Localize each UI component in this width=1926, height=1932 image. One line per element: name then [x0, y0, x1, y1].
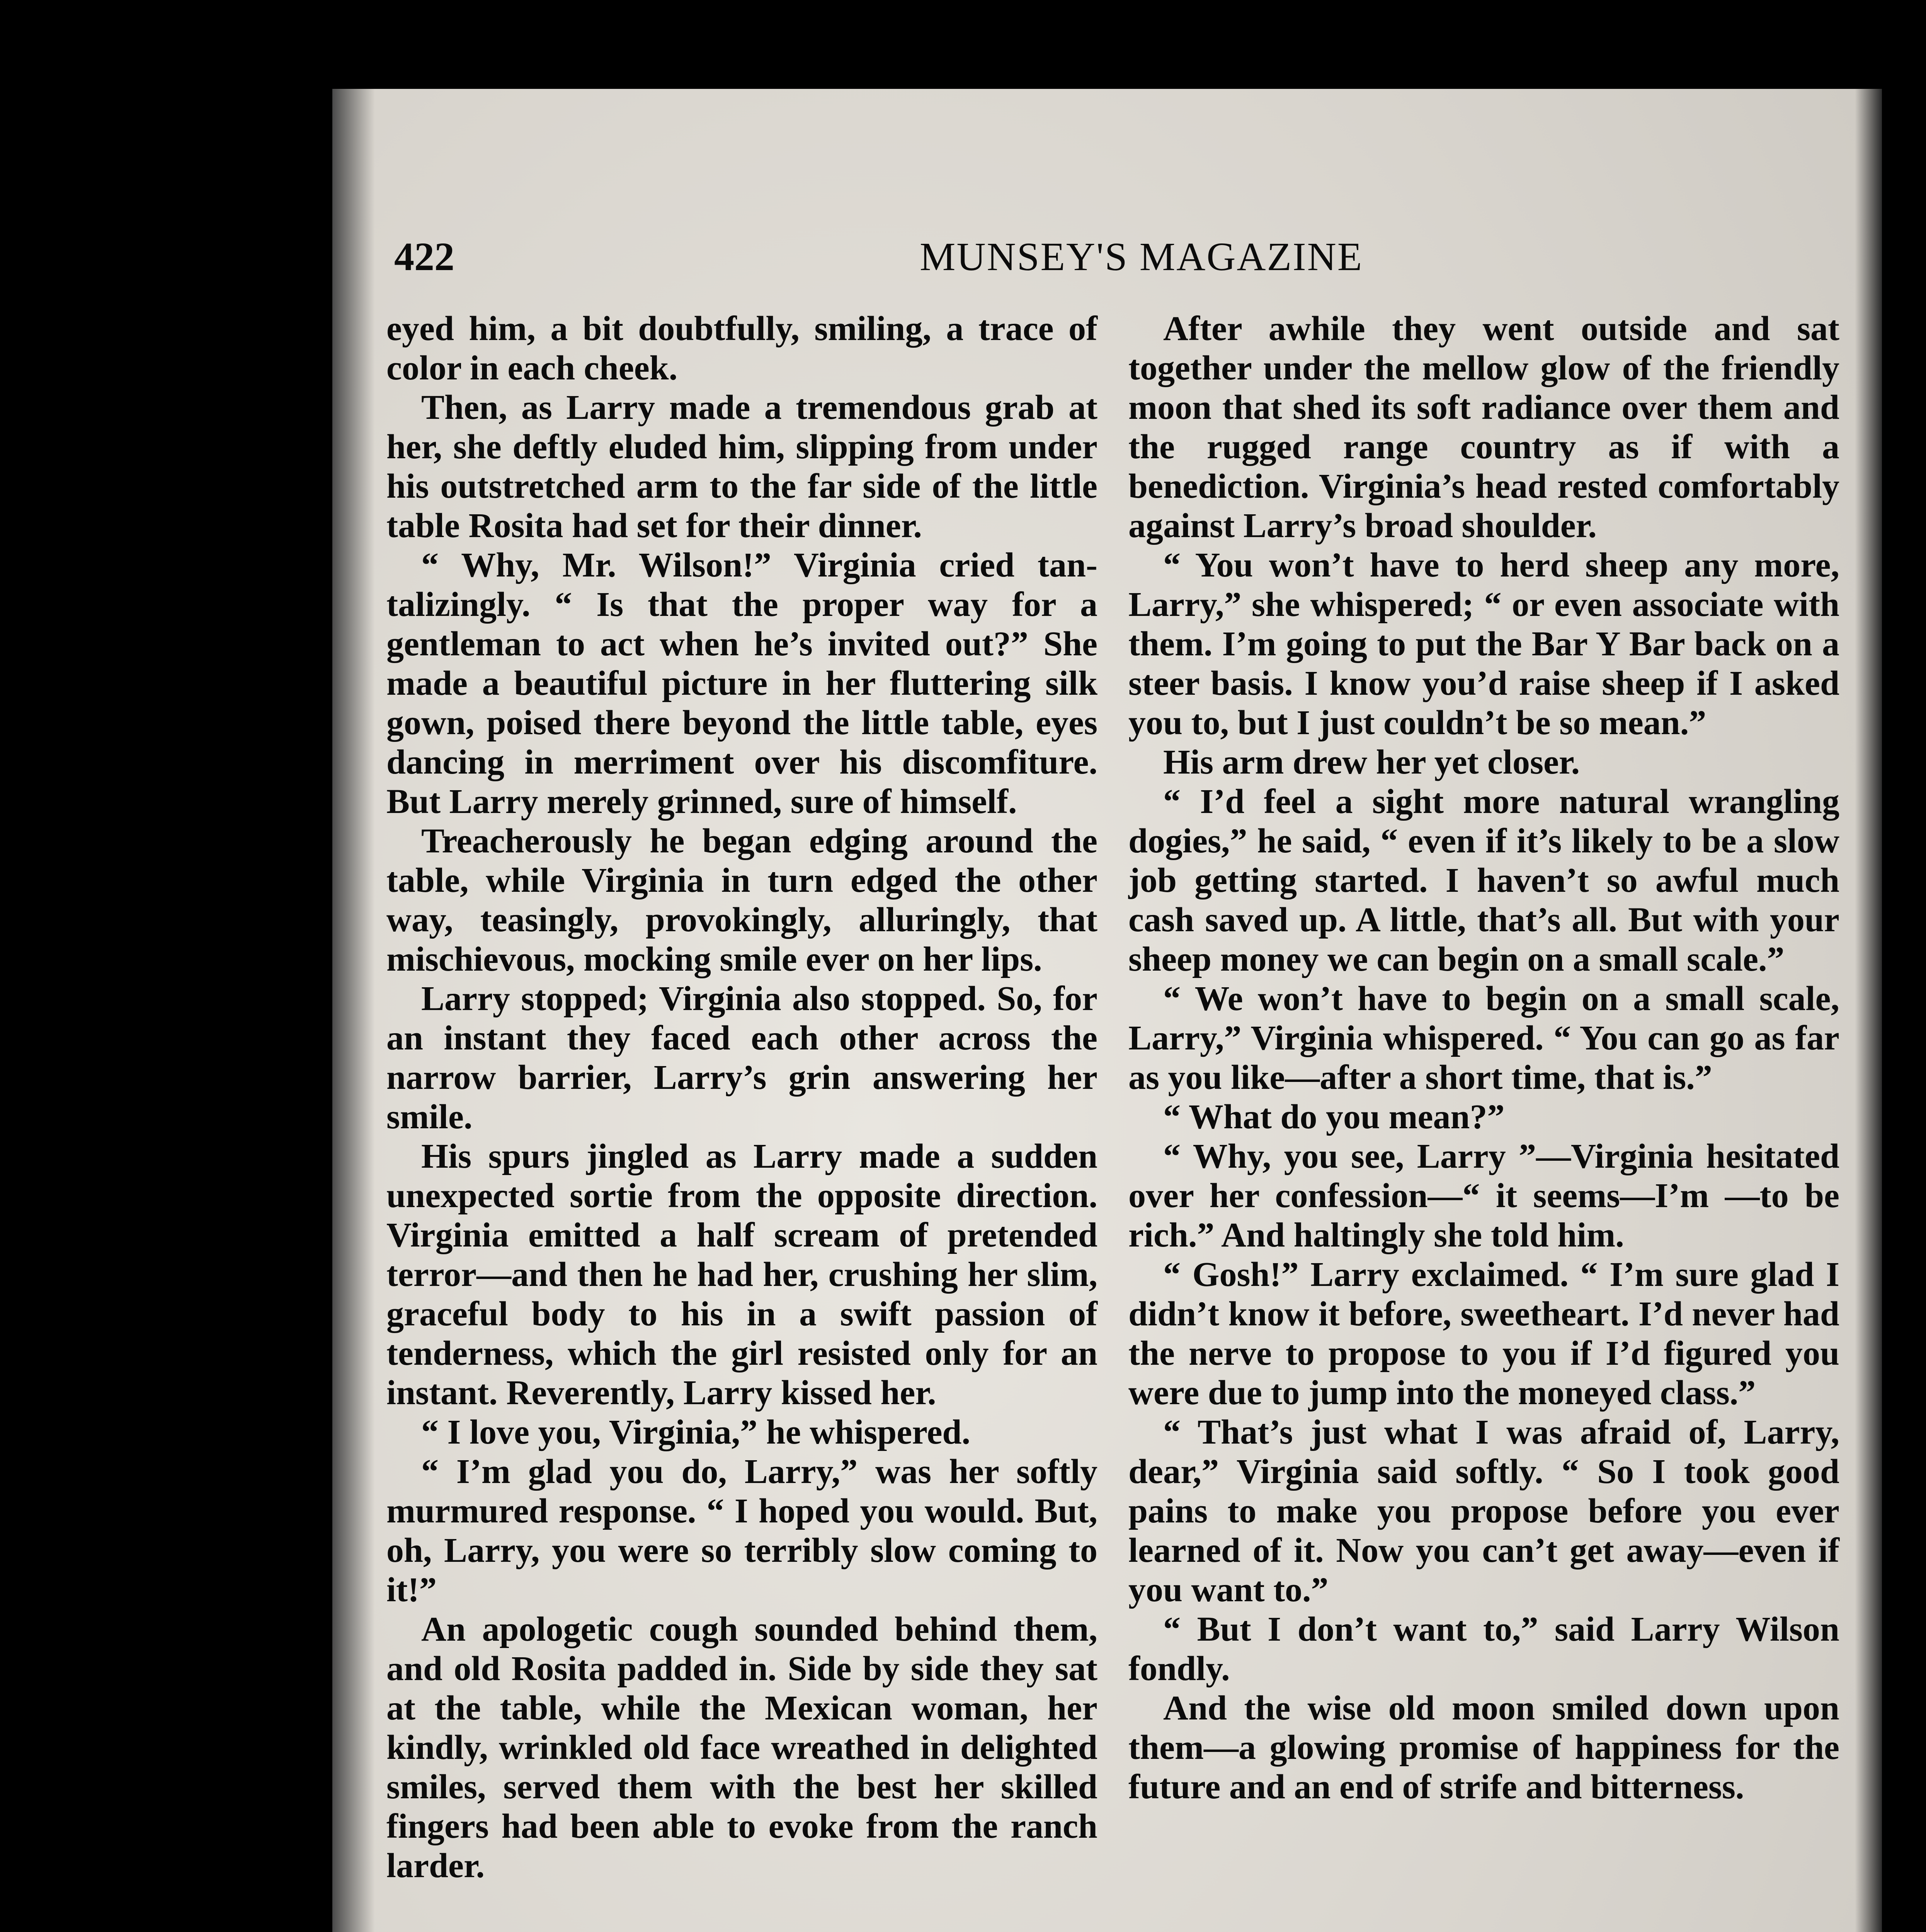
story-paragraph: After awhile they went outside and sat together under the mellow glow of the friendly moon that shed its soft radiance over them and the rugged range country as if with a benediction. Virginia’s head rested comfortably against Larry’s broad shoulder. [1128, 310, 1839, 545]
story-paragraph: “ But I don’t want to,” said Larry Wilson fondly. [1128, 1610, 1839, 1688]
story-paragraph: “ Why, Mr. Wilson!” Virginia cried tantalizingly. “ Is that the proper way for a gentleman to act when he’s invited out?” She made a beautiful picture in her fluttering silk gown, poised there beyond the little table, eyes dancing in merriment over his discomfiture. But Larry merely grinned, sure of himself. [386, 546, 1097, 821]
story-paragraph: An apologetic cough sounded behind them, and old Rosita padded in. Side by side they sat at the table, while the Mexican woman, her kindly, wrinkled old face wreathed in delighted smiles, served them with the best her skilled fingers had been able to evoke from the ranch larder. [386, 1610, 1097, 1885]
story-paragraph: “ I’m glad you do, Larry,” was her softly murmured response. “ I hoped you would. But, oh, Larry, you were so terribly slow coming to it!” [386, 1452, 1097, 1609]
magazine-title: MUNSEY'S MAGAZINE [920, 235, 1363, 279]
story-paragraph: “ Why, you see, Larry ”—Virginia hesitated over her confession—“ it seems—I’m —to be rich.” And haltingly she told him. [1128, 1137, 1839, 1254]
story-paragraph: His arm drew her yet closer. [1163, 743, 1580, 781]
story-paragraph: Larry stopped; Virginia also stopped. So, for an instant they faced each other across the narrow barrier, Larry’s grin answering her smile. [386, 980, 1097, 1136]
story-column-right [1128, 309, 1839, 1807]
story-paragraph: And the wise old moon smiled down upon them—a glowing promise of happiness for the future and an end of strife and bitterness. [1128, 1689, 1839, 1806]
page-edge-shadow-right [1855, 89, 1882, 1932]
page-number: 422 [394, 235, 454, 279]
page-edge-shadow-left [332, 89, 375, 1932]
story-paragraph: “ I love you, Virginia,” he whispered. [421, 1413, 970, 1451]
story-paragraph: “ That’s just what I was afraid of, Larry, dear,” Virginia said softly. “ So I took good pains to make you propose before you ever learned of it. Now you can’t get away—even if you want to.” [1128, 1413, 1839, 1609]
story-paragraph: Treacherously he began edging around the table, while Virginia in turn edged the other way, teasingly, provokingly, alluringly, that mischievous, mocking smile ever on her lips. [386, 822, 1097, 978]
story-paragraph: “ You won’t have to herd sheep any more, Larry,” she whispered; “ or even associate with them. I’m going to put the Bar Y Bar back on a steer basis. I know you’d raise sheep if I asked you to, but I just couldn’t be so mean.” [1128, 546, 1839, 742]
story-paragraph: “ I’d feel a sight more natural wrangling dogies,” he said, “ even if it’s likely to be a slow job getting started. I haven’t so awful much cash saved up. A little, that’s all. But with your sheep money we can begin on a small scale.” [1128, 782, 1839, 978]
story-paragraph: “ We won’t have to begin on a small scale, Larry,” Virginia whispered. “ You can go as far as you like—after a short time, that is.” [1128, 980, 1839, 1097]
story-paragraph: eyed him, a bit doubtfully, smiling, a trace of color in each cheek. [386, 310, 1097, 387]
story-paragraph: His spurs jingled as Larry made a sudden unexpected sortie from the opposite direction. Virginia emitted a half scream of pretended terror—and then he had her, crushing her slim, graceful body to his in a swift passion of tenderness, which the girl resisted only for an instant. Reverently, Larry kissed her. [386, 1137, 1097, 1412]
magazine-page [332, 89, 1882, 1932]
story-paragraph: “ Gosh!” Larry exclaimed. “ I’m sure glad I didn’t know it before, sweetheart. I’d never had the nerve to propose to you if I’d figured you were due to jump into the moneyed class.” [1128, 1255, 1839, 1412]
story-column-left [386, 309, 1097, 1886]
story-paragraph: “ What do you mean?” [1163, 1098, 1505, 1136]
running-head [394, 232, 1824, 282]
story-paragraph: Then, as Larry made a tremendous grab at her, she deftly eluded him, slipping from under his outstretched arm to the far side of the little table Rosita had set for their dinner. [386, 388, 1097, 545]
